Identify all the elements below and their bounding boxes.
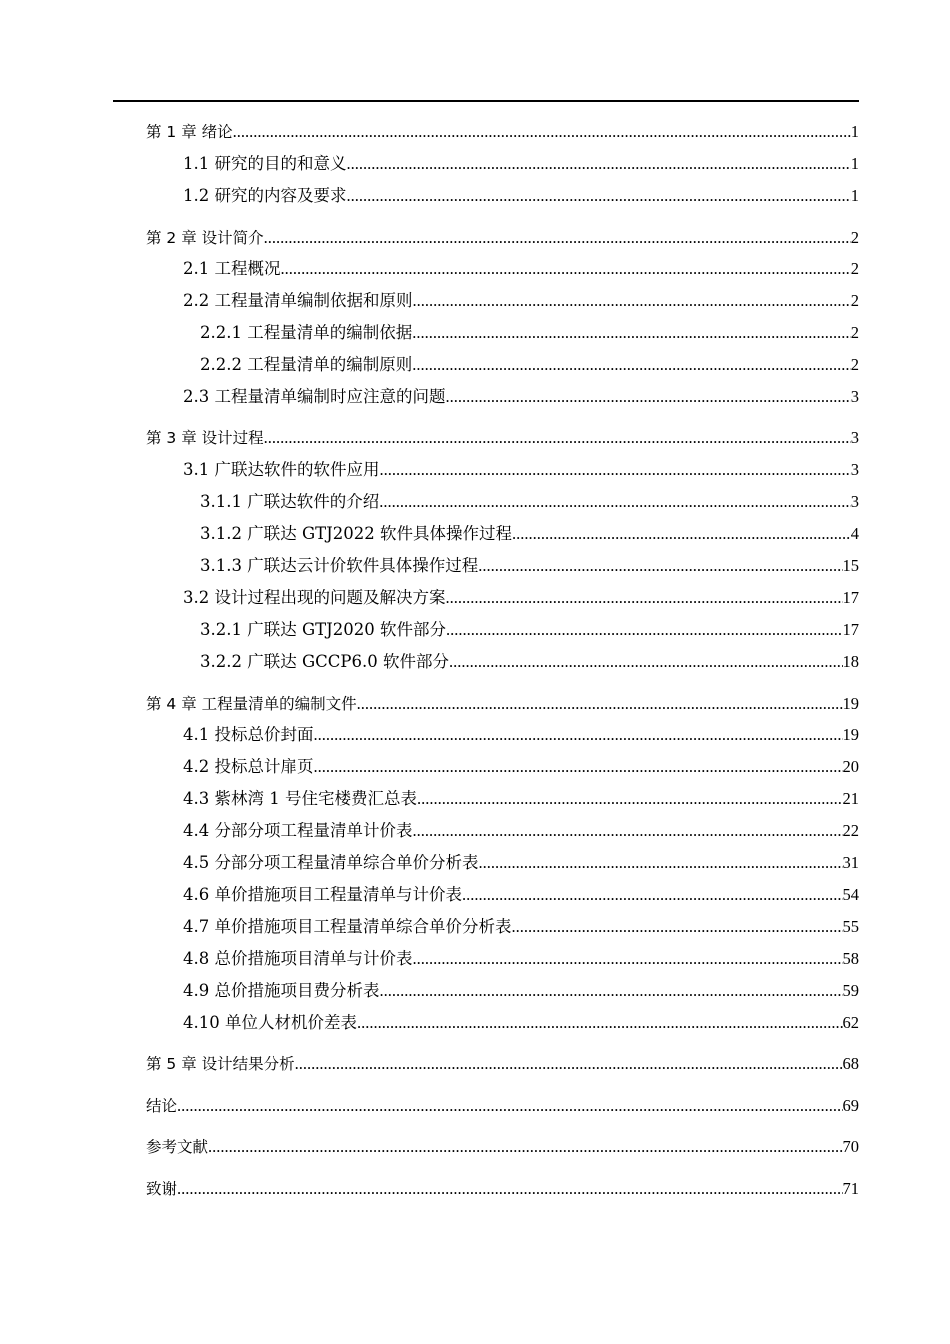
toc-page: 1: [850, 122, 859, 141]
toc-section-4-7[interactable]: [183, 916, 859, 938]
dot-leader: [347, 153, 851, 175]
toc-page: 31: [842, 853, 859, 872]
dot-leader: [295, 1053, 843, 1075]
toc-label: 第 4 章 工程量清单的编制文件: [146, 695, 357, 713]
dot-leader: [412, 322, 851, 344]
toc-page: 19: [842, 725, 859, 744]
toc-label: 3.1.1 广联达软件的介绍: [200, 492, 380, 511]
toc-page: 17: [842, 588, 859, 607]
toc-page: 19: [842, 694, 859, 713]
toc-label: 4.4 分部分项工程量清单计价表: [183, 821, 413, 840]
toc-section-4-8[interactable]: [183, 948, 859, 970]
toc-page: 68: [842, 1054, 859, 1073]
toc-label: 参考文献: [146, 1138, 209, 1156]
toc-page: 62: [842, 1013, 859, 1032]
toc-label: 4.9 总价措施项目费分析表: [183, 981, 380, 1000]
toc-page: 58: [842, 949, 859, 968]
toc-section-1-1[interactable]: [183, 153, 859, 175]
dot-leader: [412, 354, 851, 376]
toc-section-4-5[interactable]: [183, 852, 859, 874]
toc-subsection-3-2-1[interactable]: [200, 619, 859, 641]
toc-section-2-1[interactable]: [183, 258, 859, 280]
toc-label: 第 3 章 设计过程: [146, 429, 264, 447]
dot-leader: [233, 121, 851, 143]
toc-section-3-2[interactable]: [183, 587, 859, 609]
dot-leader: [264, 427, 851, 449]
dot-leader: [177, 1178, 842, 1200]
toc-section-2-2[interactable]: [183, 290, 859, 312]
toc-page: 71: [842, 1179, 859, 1198]
toc-label: 1.2 研究的内容及要求: [183, 186, 347, 205]
toc-section-4-1[interactable]: [183, 724, 859, 746]
dot-leader: [264, 227, 851, 249]
toc-section-4-3[interactable]: [183, 788, 859, 810]
dot-leader: [208, 1136, 842, 1158]
toc-section-4-9[interactable]: [183, 980, 859, 1002]
toc-label: 4.1 投标总价封面: [183, 725, 314, 744]
toc-label: 4.8 总价措施项目清单与计价表: [183, 949, 413, 968]
toc-label: 3.2.2 广联达 GCCP6.0 软件部分: [200, 652, 449, 671]
toc-label: 3.1.3 广联达云计价软件具体操作过程: [200, 556, 479, 575]
dot-leader: [478, 555, 842, 577]
toc-references[interactable]: [146, 1136, 859, 1158]
dot-leader: [379, 491, 851, 513]
toc-page: 2: [850, 323, 859, 342]
toc-subsection-3-1-2[interactable]: [200, 523, 859, 545]
toc-page: 3: [850, 492, 859, 511]
toc-label: 4.7 单价措施项目工程量清单综合单价分析表: [183, 917, 512, 936]
toc-label: 2.2.2 工程量清单的编制原则: [200, 355, 413, 374]
toc-page: 17: [842, 620, 859, 639]
toc-chapter-4[interactable]: [146, 693, 859, 715]
toc-chapter-2[interactable]: [146, 227, 859, 249]
toc-acknowledgements[interactable]: [146, 1178, 859, 1200]
toc-page: 4: [850, 524, 859, 543]
toc-section-4-10[interactable]: [183, 1012, 859, 1034]
dot-leader: [479, 852, 843, 874]
toc-section-2-3[interactable]: [183, 386, 859, 408]
dot-leader: [314, 756, 843, 778]
dot-leader: [380, 980, 843, 1002]
toc-page: 59: [842, 981, 859, 1000]
toc-page: 22: [842, 821, 859, 840]
toc-chapter-1[interactable]: [146, 121, 859, 143]
toc-label: 2.2 工程量清单编制依据和原则: [183, 291, 413, 310]
toc-label: 3.2 设计过程出现的问题及解决方案: [183, 588, 446, 607]
toc-page: 21: [842, 789, 859, 808]
toc-label: 致谢: [146, 1180, 178, 1198]
toc-section-4-6[interactable]: [183, 884, 859, 906]
dot-leader: [413, 820, 843, 842]
toc-label: 第 2 章 设计简介: [146, 229, 264, 247]
toc-section-3-1[interactable]: [183, 459, 859, 481]
dot-leader: [449, 651, 843, 673]
toc-page: 20: [842, 757, 859, 776]
toc-label: 4.5 分部分项工程量清单综合单价分析表: [183, 853, 479, 872]
toc-label: 第 5 章 设计结果分析: [146, 1055, 295, 1073]
dot-leader: [177, 1095, 842, 1117]
toc-subsection-2-2-2[interactable]: [200, 354, 859, 376]
toc-page: 54: [842, 885, 859, 904]
toc-section-1-2[interactable]: [183, 185, 859, 207]
dot-leader: [512, 523, 851, 545]
toc-label: 3.1.2 广联达 GTJ2022 软件具体操作过程: [200, 524, 513, 543]
dot-leader: [357, 1012, 843, 1034]
dot-leader: [347, 185, 851, 207]
toc-conclusion[interactable]: [146, 1095, 859, 1117]
dot-leader: [314, 724, 843, 746]
toc-page: 2: [850, 259, 859, 278]
toc-label: 3.1 广联达软件的软件应用: [183, 460, 380, 479]
toc-page: 69: [842, 1096, 859, 1115]
dot-leader: [357, 693, 843, 715]
dot-leader: [380, 459, 851, 481]
toc-label: 4.2 投标总计扉页: [183, 757, 314, 776]
dot-leader: [413, 948, 843, 970]
toc-label: 结论: [146, 1097, 178, 1115]
toc-subsection-3-2-2[interactable]: [200, 651, 859, 673]
toc-label: 4.10 单位人材机价差表: [183, 1013, 357, 1032]
toc-label: 2.3 工程量清单编制时应注意的问题: [183, 387, 446, 406]
toc-page: 2: [850, 355, 859, 374]
toc-page: 55: [842, 917, 859, 936]
dot-leader: [417, 788, 843, 810]
toc-label: 4.6 单价措施项目工程量清单与计价表: [183, 885, 462, 904]
toc-chapter-5[interactable]: [146, 1053, 859, 1075]
toc-label: 4.3 紫林湾 1 号住宅楼费汇总表: [183, 789, 417, 808]
dot-leader: [413, 290, 851, 312]
dot-leader: [462, 884, 843, 906]
dot-leader: [446, 619, 842, 641]
toc-label: 2.2.1 工程量清单的编制依据: [200, 323, 413, 342]
toc-subsection-2-2-1[interactable]: [200, 322, 859, 344]
toc-page: 70: [842, 1137, 859, 1156]
dot-leader: [446, 587, 843, 609]
toc-label: 2.1 工程概况: [183, 259, 281, 278]
header-rule: [113, 100, 859, 102]
dot-leader: [281, 258, 851, 280]
toc-subsection-3-1-3[interactable]: [200, 555, 859, 577]
toc-chapter-3[interactable]: [146, 427, 859, 449]
toc-label: 第 1 章 绪论: [146, 123, 233, 141]
toc-page: 3: [850, 428, 859, 447]
toc-section-4-2[interactable]: [183, 756, 859, 778]
toc-page: 3: [850, 460, 859, 479]
toc-page: 15: [842, 556, 859, 575]
toc-page: 2: [850, 291, 859, 310]
dot-leader: [446, 386, 851, 408]
toc-page: 2: [850, 228, 859, 247]
toc-label: 1.1 研究的目的和意义: [183, 154, 347, 173]
toc-page: 1: [850, 154, 859, 173]
toc-section-4-4[interactable]: [183, 820, 859, 842]
toc-subsection-3-1-1[interactable]: [200, 491, 859, 513]
dot-leader: [512, 916, 843, 938]
toc-page: 18: [842, 652, 859, 671]
toc-page: 3: [850, 387, 859, 406]
toc-label: 3.2.1 广联达 GTJ2020 软件部分: [200, 620, 447, 639]
toc-page: 1: [850, 186, 859, 205]
